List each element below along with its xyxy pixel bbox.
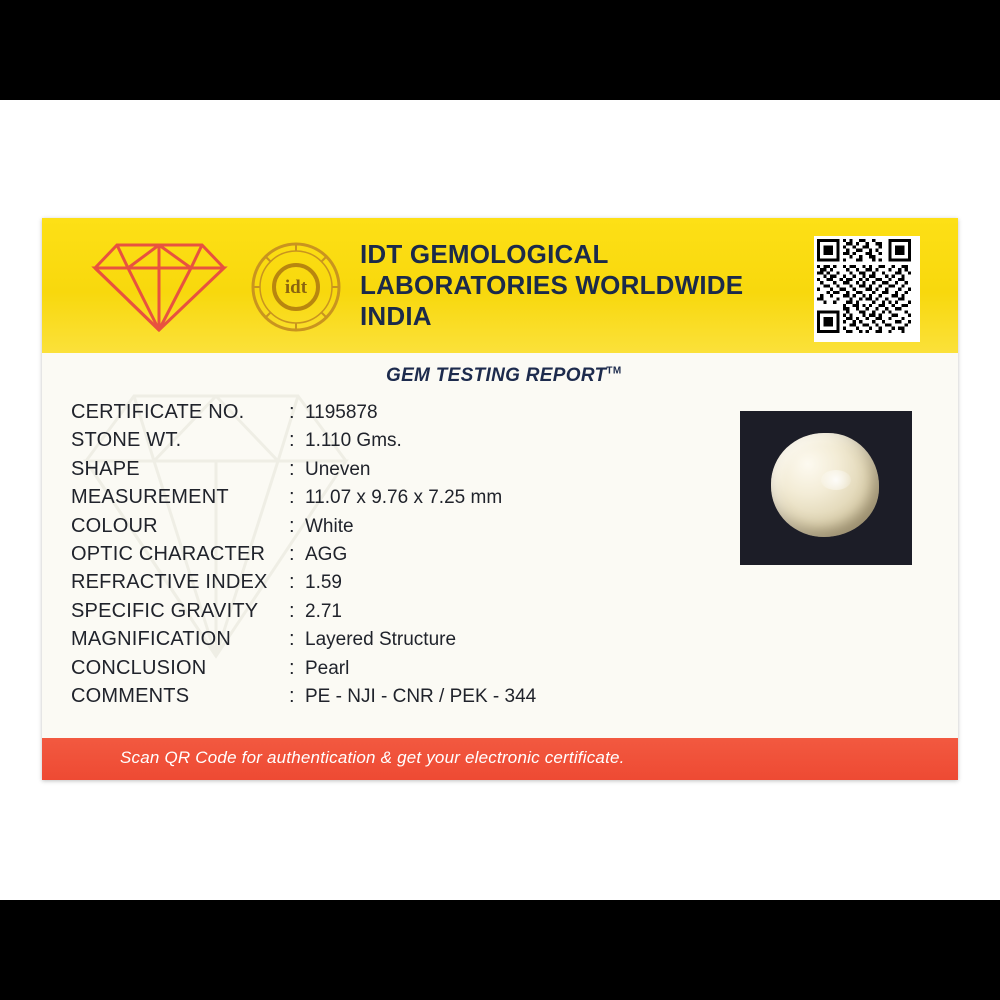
field-label: REFRACTIVE INDEX (71, 571, 268, 594)
laboratory-name (360, 239, 743, 332)
certificate-body (42, 353, 958, 738)
table-row (71, 657, 711, 685)
field-value: Layered Structure (305, 629, 457, 651)
lab-name-line-3: INDIA (360, 301, 432, 331)
table-row (71, 685, 711, 713)
table-row (71, 486, 711, 514)
field-separator: : (289, 542, 295, 565)
field-separator: : (289, 628, 295, 651)
accreditation-seal-icon (250, 241, 342, 333)
field-label: CERTIFICATE NO. (71, 401, 245, 423)
table-row (71, 429, 711, 457)
certificate-footer (42, 738, 958, 780)
field-separator: : (289, 514, 295, 537)
diamond-logo-icon (87, 240, 232, 335)
table-row (71, 628, 711, 656)
field-value: Pearl (305, 657, 350, 679)
report-fields-table (71, 401, 711, 713)
field-label: CONCLUSION (71, 656, 207, 679)
gemstone-photo (740, 411, 912, 565)
report-title-text: GEM TESTING REPORT (386, 365, 607, 386)
field-separator: : (289, 599, 295, 622)
field-value: AGG (305, 543, 348, 565)
table-row (71, 401, 711, 429)
pearl-image (771, 433, 879, 537)
field-value: 1195878 (305, 402, 378, 423)
lab-name-line-1: IDT GEMOLOGICAL (360, 239, 609, 269)
letterbox-bar-top (0, 0, 1000, 100)
field-label: SHAPE (71, 457, 140, 480)
lab-name-line-2: LABORATORIES WORLDWIDE (360, 270, 744, 300)
report-title-trademark: TM (606, 365, 622, 377)
letterbox-bar-bottom (0, 900, 1000, 1000)
field-separator: : (289, 401, 295, 423)
field-value: Uneven (305, 458, 371, 480)
field-value: 1.59 (305, 572, 342, 594)
table-row (71, 600, 711, 628)
field-separator: : (289, 457, 295, 480)
report-title (386, 365, 621, 387)
field-label: STONE WT. (71, 429, 182, 452)
field-label: COMMENTS (71, 684, 190, 707)
field-separator: : (289, 486, 295, 509)
field-label: OPTIC CHARACTER (71, 542, 266, 565)
field-value: 1.110 Gms. (305, 430, 402, 452)
field-separator: : (289, 656, 295, 679)
field-label: COLOUR (71, 514, 158, 537)
field-separator: : (289, 429, 295, 452)
field-label: MAGNIFICATION (71, 628, 232, 651)
field-label: MEASUREMENT (71, 486, 229, 509)
table-row (71, 571, 711, 599)
table-row (71, 543, 711, 571)
table-row (71, 458, 711, 486)
field-separator: : (289, 571, 295, 594)
field-value: 11.07 x 9.76 x 7.25 mm (305, 487, 503, 509)
svg-text:idt: idt (284, 277, 308, 298)
field-value: White (305, 515, 354, 537)
field-separator: : (289, 684, 295, 707)
qr-code[interactable] (814, 236, 920, 342)
table-row (71, 515, 711, 543)
field-value: 2.71 (305, 600, 342, 622)
gem-certificate-card (42, 218, 958, 780)
field-label: SPECIFIC GRAVITY (71, 599, 259, 622)
certificate-header (42, 218, 958, 353)
footer-note: Scan QR Code for authentication & get your electronic certificate. (120, 748, 625, 767)
field-value: PE - NJI - CNR / PEK - 344 (305, 685, 537, 707)
